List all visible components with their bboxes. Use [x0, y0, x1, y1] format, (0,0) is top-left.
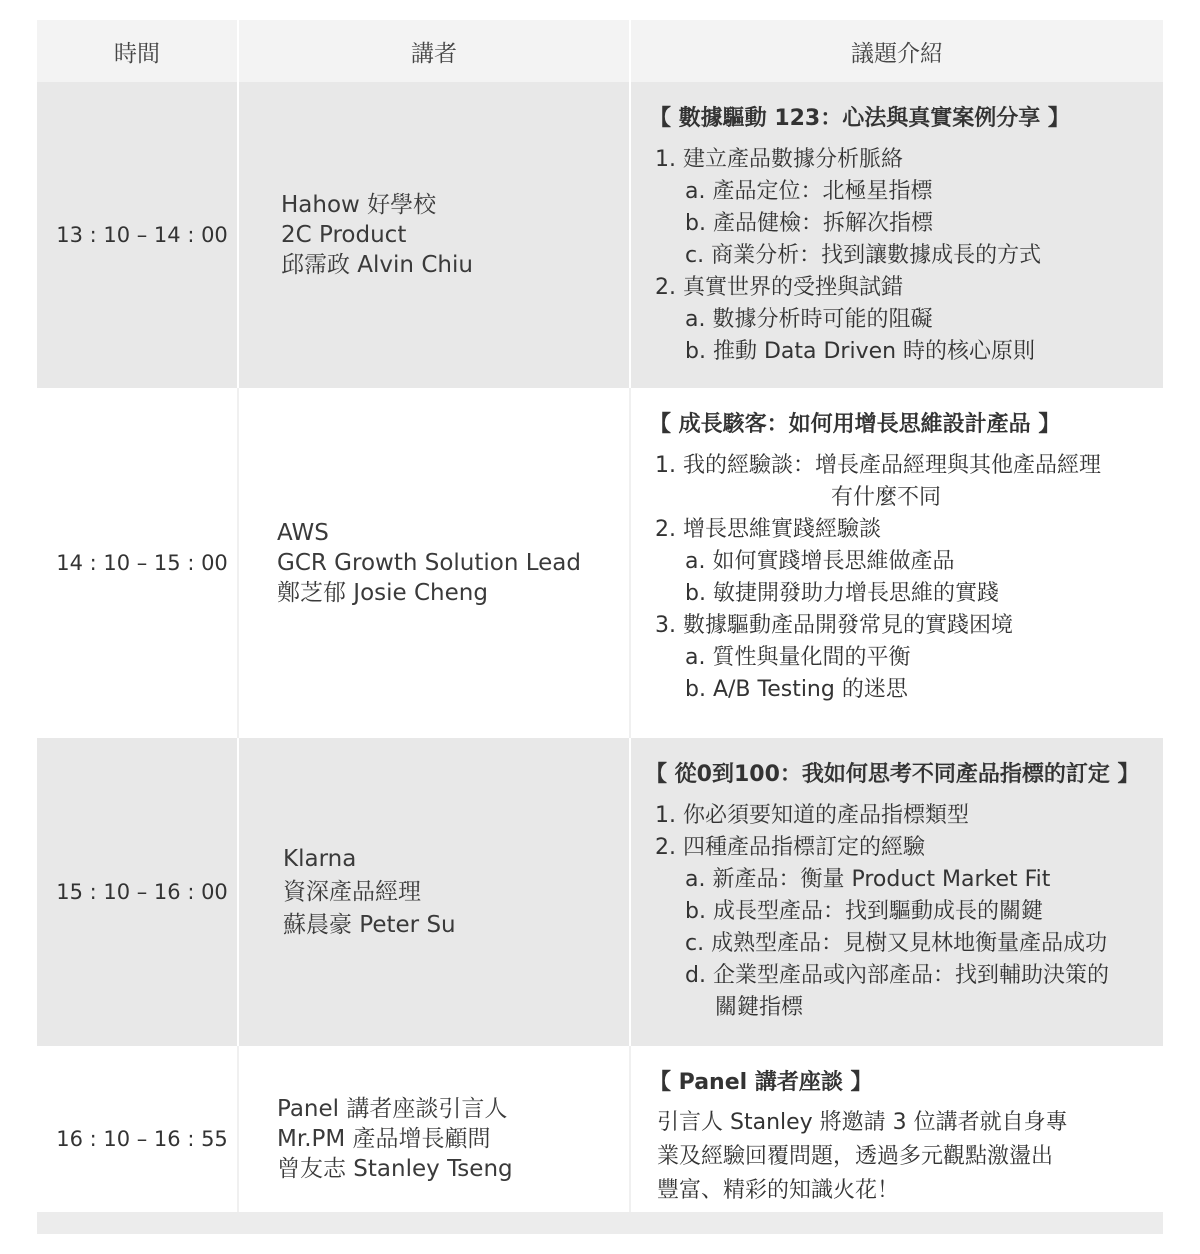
topic-line: a. 新產品：衡量 Product Market Fit	[685, 867, 1051, 892]
speaker-name: 邱霈政 Alvin Chiu	[281, 252, 473, 278]
topic-line: b. 推動 Data Driven 時的核心原則	[685, 339, 1036, 364]
row3-time: 15 : 10 – 16 : 00	[37, 738, 239, 1046]
row4-speaker	[239, 1046, 631, 1232]
topic-line: 2. 增長思維實踐經驗談	[655, 517, 881, 542]
row3-topic	[631, 738, 1163, 1046]
row4-topic	[631, 1046, 1163, 1232]
header-time: 時間	[37, 20, 239, 82]
row4-time: 16 : 10 – 16 : 55	[37, 1046, 239, 1232]
topic-line: 2. 真實世界的受挫與試錯	[655, 275, 903, 300]
topic-line: a. 產品定位：北極星指標	[685, 179, 933, 204]
topic-title: 【 數據驅動 123：心法與真實案例分享 】	[649, 106, 1070, 131]
header-topic: 議題介紹	[631, 20, 1163, 82]
topic-line: 1. 你必須要知道的產品指標類型	[655, 803, 969, 828]
topic-line: 3. 數據驅動產品開發常見的實踐困境	[655, 613, 1013, 638]
topic-title: 【 成長駭客：如何用增長思維設計產品 】	[649, 412, 1061, 437]
speaker-role: Mr.PM 產品增長顧問	[277, 1126, 491, 1152]
row2-topic	[631, 388, 1163, 738]
header-speaker: 講者	[239, 20, 631, 82]
topic-line: 業及經驗回覆問題，透過多元觀點激盪出	[657, 1144, 1054, 1169]
topic-line: 2. 四種產品指標訂定的經驗	[655, 835, 925, 860]
speaker-name: 曾友志 Stanley Tseng	[277, 1156, 513, 1182]
topic-title: 【 從0到100：我如何思考不同產品指標的訂定 】	[645, 762, 1140, 787]
speaker-company: AWS	[277, 520, 329, 546]
speaker-company: Hahow 好學校	[281, 192, 437, 218]
topic-line: a. 質性與量化間的平衡	[685, 645, 911, 670]
topic-line: 1. 我的經驗談：增長產品經理與其他產品經理	[655, 453, 1101, 478]
speaker-role: 2C Product	[281, 222, 407, 248]
speaker-name: 蘇晨豪 Peter Su	[283, 911, 456, 938]
topic-line: 1. 建立產品數據分析脈絡	[655, 147, 903, 172]
speaker-company: Panel 講者座談引言人	[277, 1096, 508, 1122]
table-footer-strip	[37, 1212, 1163, 1234]
speaker-company: Klarna	[283, 845, 357, 872]
topic-line: a. 數據分析時可能的阻礙	[685, 307, 933, 332]
topic-line: b. 敏捷開發助力增長思維的實踐	[685, 581, 999, 606]
row1-topic	[631, 82, 1163, 388]
topic-line: 豐富、精彩的知識火花！	[657, 1178, 900, 1203]
row3-speaker	[239, 738, 631, 1046]
agenda-table	[37, 20, 1163, 1232]
topic-line: 關鍵指標	[715, 995, 804, 1020]
speaker-role: 資深產品經理	[283, 878, 421, 905]
topic-line: d. 企業型產品或內部產品：找到輔助決策的	[685, 963, 1109, 988]
row2-speaker	[239, 388, 631, 738]
speaker-role: GCR Growth Solution Lead	[277, 550, 581, 576]
topic-line: a. 如何實踐增長思維做產品	[685, 549, 955, 574]
topic-title: 【 Panel 講者座談 】	[649, 1070, 873, 1095]
row2-time: 14 : 10 – 15 : 00	[37, 388, 239, 738]
topic-line: c. 商業分析：找到讓數據成長的方式	[685, 243, 1042, 268]
speaker-name: 鄭芝郁 Josie Cheng	[277, 580, 488, 606]
topic-line: c. 成熟型產品：見樹又見林地衡量產品成功	[685, 931, 1108, 956]
topic-line: b. 成長型產品：找到驅動成長的關鍵	[685, 899, 1043, 924]
row1-speaker	[239, 82, 631, 388]
topic-line: b. 產品健檢：拆解次指標	[685, 211, 933, 236]
topic-line: 引言人 Stanley 將邀請 3 位講者就自身專	[657, 1110, 1068, 1135]
row1-time: 13 : 10 – 14 : 00	[37, 82, 239, 388]
topic-line: b. A/B Testing 的迷思	[685, 677, 908, 702]
topic-line: 有什麼不同	[831, 485, 942, 510]
